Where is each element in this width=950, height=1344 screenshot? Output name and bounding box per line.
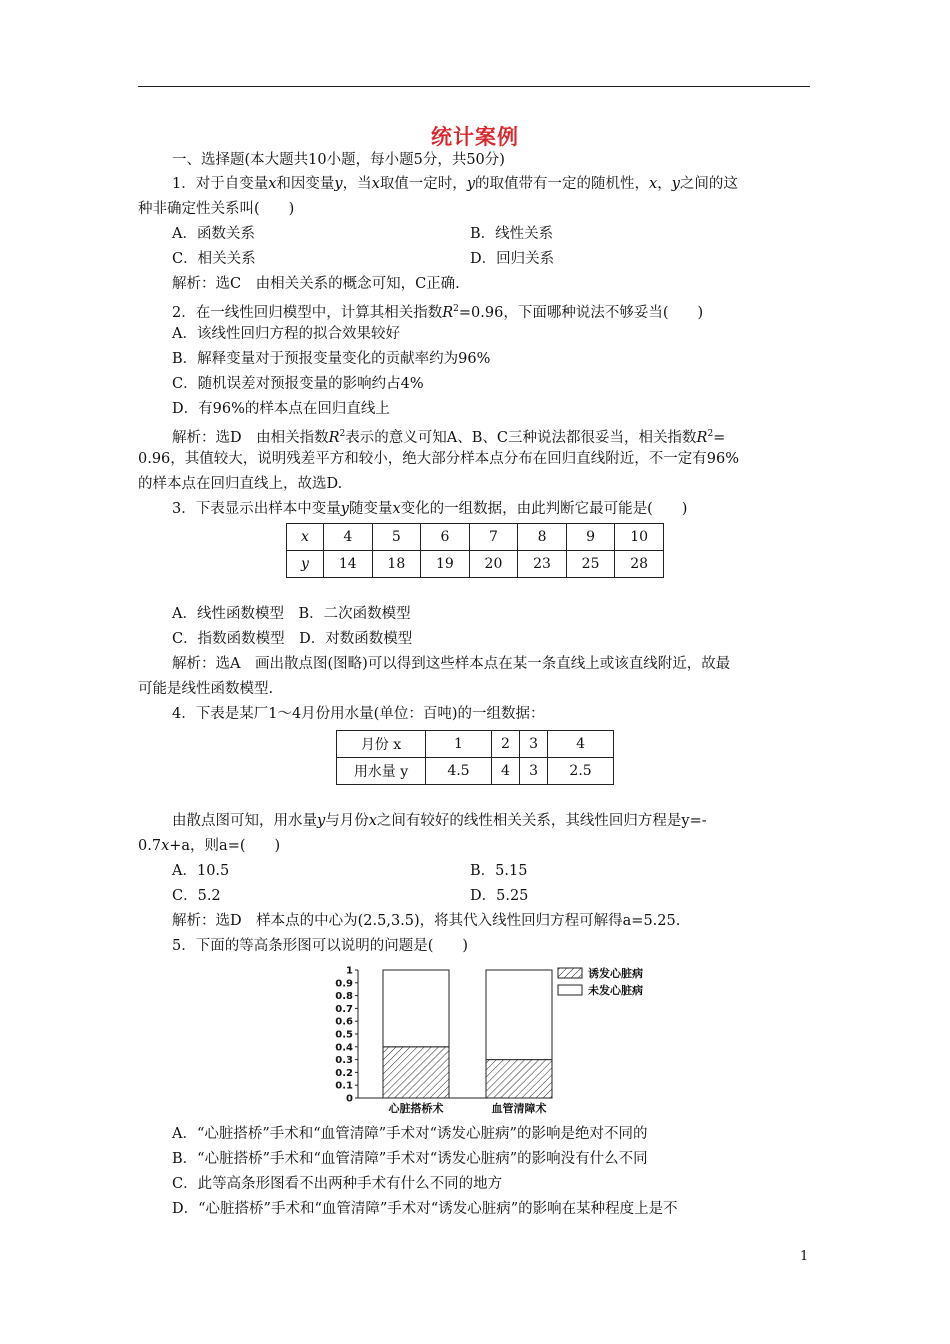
q4-option-d: D．5.25 [470, 888, 529, 904]
table-cell: x [287, 524, 324, 551]
table-cell: 3 [519, 758, 547, 785]
q5-option-b: B．“心脏搭桥”手术和“血管清障”手术对“诱发心脏病”的影响没有什么不同 [172, 1151, 648, 1167]
y-tick-label: 0 [346, 1093, 353, 1105]
table-cell: y [287, 551, 324, 578]
q4-data-table [336, 730, 614, 785]
q4-analysis: 解析：选D 样本点的中心为(2.5,3.5)，将其代入线性回归方程可解得a=5.25. [172, 913, 681, 929]
table-row [337, 758, 614, 785]
bar-not-induced [486, 970, 552, 1060]
q2-analysis-line2: 0.96，其值较大，说明残差平方和较小，绝大部分样本点分布在回归直线附近，不一定有96% [138, 451, 740, 467]
table-cell: 18 [372, 551, 421, 578]
table-row [287, 551, 664, 578]
q2-analysis-line1: 解析：选D 由相关指数$R^2$表示的意义可知A、B、C三种说法都很妥当，相关指数$R^2=$ [172, 429, 726, 446]
q3-options-cd: C．指数函数模型 D．对数函数模型 [172, 631, 413, 647]
q1-option-a: A．函数关系 [172, 226, 255, 242]
q2-option-b: B．解释变量对于预报变量变化的贡献率约为96% [172, 351, 491, 367]
q5-stem: 5．下面的等高条形图可以说明的问题是( ) [172, 938, 469, 954]
q1-stem-cont: 种非确定性关系叫( ) [138, 201, 295, 217]
table-row [337, 731, 614, 758]
q2-option-c: C．随机误差对预报变量的影响约占4% [172, 376, 424, 392]
q4-text-line1: 由散点图可知，用水量y与月份x之间有较好的线性相关关系，其线性回归方程是y=- [172, 813, 707, 829]
q4-stem: 4．下表是某厂1～4月份用水量(单位：百吨)的一组数据： [172, 706, 545, 722]
section-heading: 一、选择题(本大题共10小题，每小题5分，共50分) [172, 152, 505, 168]
legend-label: 诱发心脏病 [588, 967, 643, 980]
q3-analysis-line1: 解析：选A 画出散点图(图略)可以得到这些样本点在某一条直线上或该直线附近，故最 [172, 656, 731, 672]
table-cell: 8 [518, 524, 567, 551]
q4-option-a: A．10.5 [172, 863, 230, 879]
stacked-bar-chart [320, 960, 665, 1118]
q1-option-d: D．回归关系 [470, 251, 555, 267]
bar-induced [486, 1060, 552, 1098]
q5-option-c: C．此等高条形图看不出两种手术有什么不同的地方 [172, 1176, 503, 1192]
table-cell: 20 [469, 551, 518, 578]
q5-option-a: A．“心脏搭桥”手术和“血管清障”手术对“诱发心脏病”的影响是绝对不同的 [172, 1126, 648, 1142]
q1-analysis: 解析：选C 由相关关系的概念可知，C正确. [172, 276, 460, 292]
table-cell: 月份 x [337, 731, 426, 758]
table-cell: 25 [566, 551, 615, 578]
q2-analysis-line3: 的样本点在回归直线上，故选D. [138, 476, 343, 492]
q1-option-b: B．线性关系 [470, 226, 554, 242]
header-rule [138, 86, 810, 87]
y-tick-label: 0.4 [335, 1042, 353, 1054]
table-cell: 4 [548, 731, 614, 758]
table-cell: 5 [372, 524, 421, 551]
table-cell: 7 [469, 524, 518, 551]
table-cell: 用水量 y [337, 758, 426, 785]
table-cell: 2 [491, 731, 519, 758]
q3-stem: 3．下表显示出样本中变量y随变量x变化的一组数据，由此判断它最可能是( ) [172, 501, 688, 517]
table-cell: 2.5 [548, 758, 614, 785]
q4-text-line2: 0.7x+a，则a=( ) [138, 838, 281, 854]
y-tick-label: 0.7 [335, 1003, 353, 1015]
table-cell: 23 [518, 551, 567, 578]
q3-options-ab: A．线性函数模型 B．二次函数模型 [172, 606, 411, 622]
y-tick-label: 0.6 [335, 1016, 353, 1028]
q2-option-d: D．有96%的样本点在回归直线上 [172, 401, 390, 417]
table-row [287, 524, 664, 551]
y-tick-label: 0.2 [335, 1067, 353, 1079]
legend-swatch [558, 968, 582, 978]
table-cell: 3 [519, 731, 547, 758]
y-tick-label: 0.9 [335, 978, 353, 990]
page-number: 1 [800, 1249, 809, 1264]
bar-induced [383, 1047, 449, 1098]
table-cell: 19 [421, 551, 470, 578]
legend-swatch [558, 985, 582, 995]
page-title: 统计案例 [431, 124, 519, 149]
table-cell: 6 [421, 524, 470, 551]
table-cell: 28 [615, 551, 664, 578]
q1-option-c: C．相关关系 [172, 251, 256, 267]
table-cell: 4.5 [426, 758, 492, 785]
table-cell: 4 [324, 524, 373, 551]
q2-stem: 2．在一线性回归模型中，计算其相关指数$R^2=0.96$，下面哪种说法不够妥当( ) [172, 304, 704, 321]
q3-analysis-line2: 可能是线性函数模型. [138, 681, 274, 697]
table-cell: 1 [426, 731, 492, 758]
y-tick-label: 0.8 [335, 991, 353, 1003]
y-tick-label: 0.5 [335, 1029, 353, 1041]
q4-option-c: C．5.2 [172, 888, 221, 904]
category-label: 血管清障术 [491, 1102, 547, 1115]
table-cell: 10 [615, 524, 664, 551]
q1-stem: 1．对于自变量x和因变量y，当x取值一定时，y的取值带有一定的随机性，x，y之间的这 [172, 176, 738, 192]
q4-option-b: B．5.15 [470, 863, 528, 879]
table-cell: 4 [491, 758, 519, 785]
table-cell: 9 [566, 524, 615, 551]
q2-option-a: A．该线性回归方程的拟合效果较好 [172, 326, 400, 342]
category-label: 心脏搭桥术 [388, 1102, 444, 1115]
legend-label: 未发心脏病 [588, 984, 643, 997]
q3-data-table [286, 523, 664, 578]
q5-option-d: D．“心脏搭桥”手术和“血管清障”手术对“诱发心脏病”的影响在某种程度上是不 [172, 1201, 678, 1217]
table-cell: 14 [324, 551, 373, 578]
y-tick-label: 0.3 [335, 1055, 353, 1067]
y-tick-label: 1 [346, 965, 353, 977]
bar-not-induced [383, 970, 449, 1047]
y-tick-label: 0.1 [335, 1080, 353, 1092]
